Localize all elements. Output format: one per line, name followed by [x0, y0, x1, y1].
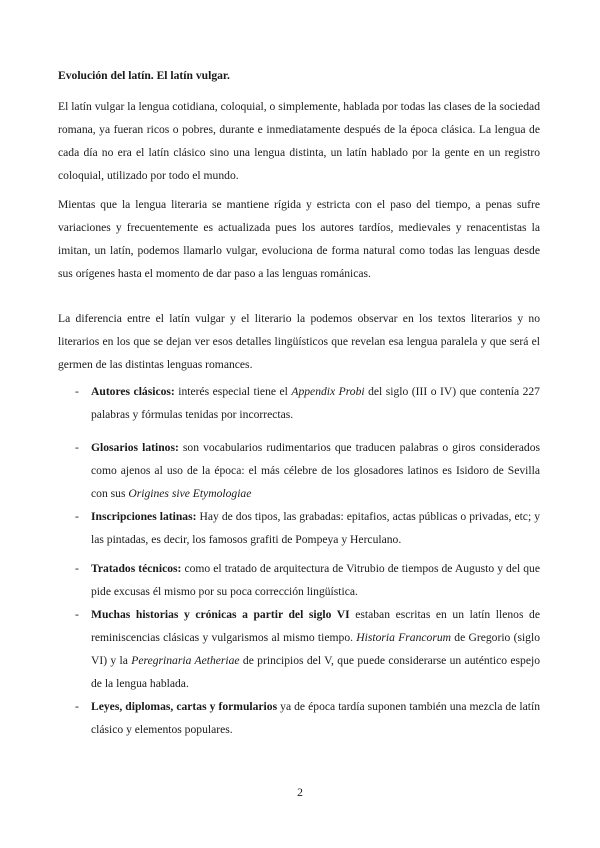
list-item [58, 603, 540, 695]
bullet-dash: - [75, 700, 79, 713]
page-number: 2 [297, 786, 303, 799]
item-italic: Historia Francorum [356, 631, 452, 644]
item-text: Hay de dos tipos, las grabadas: epitafios, actas públicas o privadas, etc; y las pintadas, es decir, los famosos grafiti de Pompeya y Herculano. [91, 510, 540, 546]
item-italic: Peregrinaria Aetheriae [131, 654, 240, 667]
bullet-dash: - [75, 608, 79, 621]
item-term: Autores clásicos: [91, 385, 175, 398]
document-page [58, 64, 540, 741]
item-term: Tratados técnicos: [91, 562, 182, 575]
item-text: del siglo (III o IV) que contenía 227 palabras y fórmulas tenidas por incorrectas. [91, 385, 540, 421]
item-term: Muchas historias y crónicas a partir del siglo VI [91, 608, 350, 621]
item-text: como el tratado de arquitectura de Vitrubio de tiempos de Augusto y del que pide excusas él mismo por su poca corrección lingüística. [91, 562, 541, 598]
bullet-dash: - [75, 385, 79, 398]
paragraph-2: Mientas que la lengua literaria se mantiene rígida y estricta con el paso del tiempo, a penas sufre variaciones y frecuentemente es actualizada pues los autores tardíos, medievales y renacentistas la imitan, un latín, podemos llamarlo vulgar, evoluciona de forma natural como todas las lenguas desde sus orígenes hasta el momento de dar paso a las lenguas románicas. [58, 198, 540, 280]
paragraph-1: El latín vulgar la lengua cotidiana, coloquial, o simplemente, hablada por todas las clases de la sociedad romana, ya fueran ricos o pobres, durante e inmediatamente después de la época clásica. La lengua de cada día no era el latín clásico sino una lengua distinta, un latín hablado por la gente en un registro coloquial, utilizado por todo el mundo. [58, 100, 540, 182]
item-text: estaban escritas en un latín llenos de reminiscencias clásicas y vulgarismos al mismo tiempo. [91, 608, 540, 644]
section-title: Evolución del latín. El latín vulgar. [58, 69, 230, 82]
sources-list [58, 380, 540, 741]
bullet-dash: - [75, 562, 79, 575]
bullet-dash: - [75, 510, 79, 523]
list-item [58, 505, 540, 551]
list-item [58, 380, 540, 426]
item-text: de Gregorio (siglo VI) y la [91, 631, 541, 667]
list-item [58, 436, 540, 505]
bullet-dash: - [75, 441, 79, 454]
item-term: Leyes, diplomas, cartas y formularios [91, 700, 278, 713]
item-text: de principios del V, que puede considerarse un auténtico espejo de la lengua hablada. [91, 654, 541, 690]
item-text: son vocabularios rudimentarios que traducen palabras o giros considerados como ajenos al uso de la época: el más célebre de los glosadores latinos es Isidoro de Sevilla con sus [91, 441, 540, 500]
item-text: interés especial tiene el [174, 385, 292, 398]
item-text: ya de época tardía suponen también una mezcla de latín clásico y elementos populares. [91, 700, 540, 736]
item-term: Inscripciones latinas: [91, 510, 197, 523]
paragraph-3: La diferencia entre el latín vulgar y el literario la podemos observar en los textos literarios y no literarios en los que se dejan ver esos detalles lingüísticos que revelan esa lengua paralela y que será el germen de las distintas lenguas romances. [58, 312, 540, 371]
list-item [58, 557, 540, 603]
item-italic: Origines sive Etymologiae [128, 487, 252, 500]
item-italic: Appendix Probi [291, 385, 365, 398]
item-term: Glosarios latinos: [91, 441, 179, 454]
list-item [58, 695, 540, 741]
